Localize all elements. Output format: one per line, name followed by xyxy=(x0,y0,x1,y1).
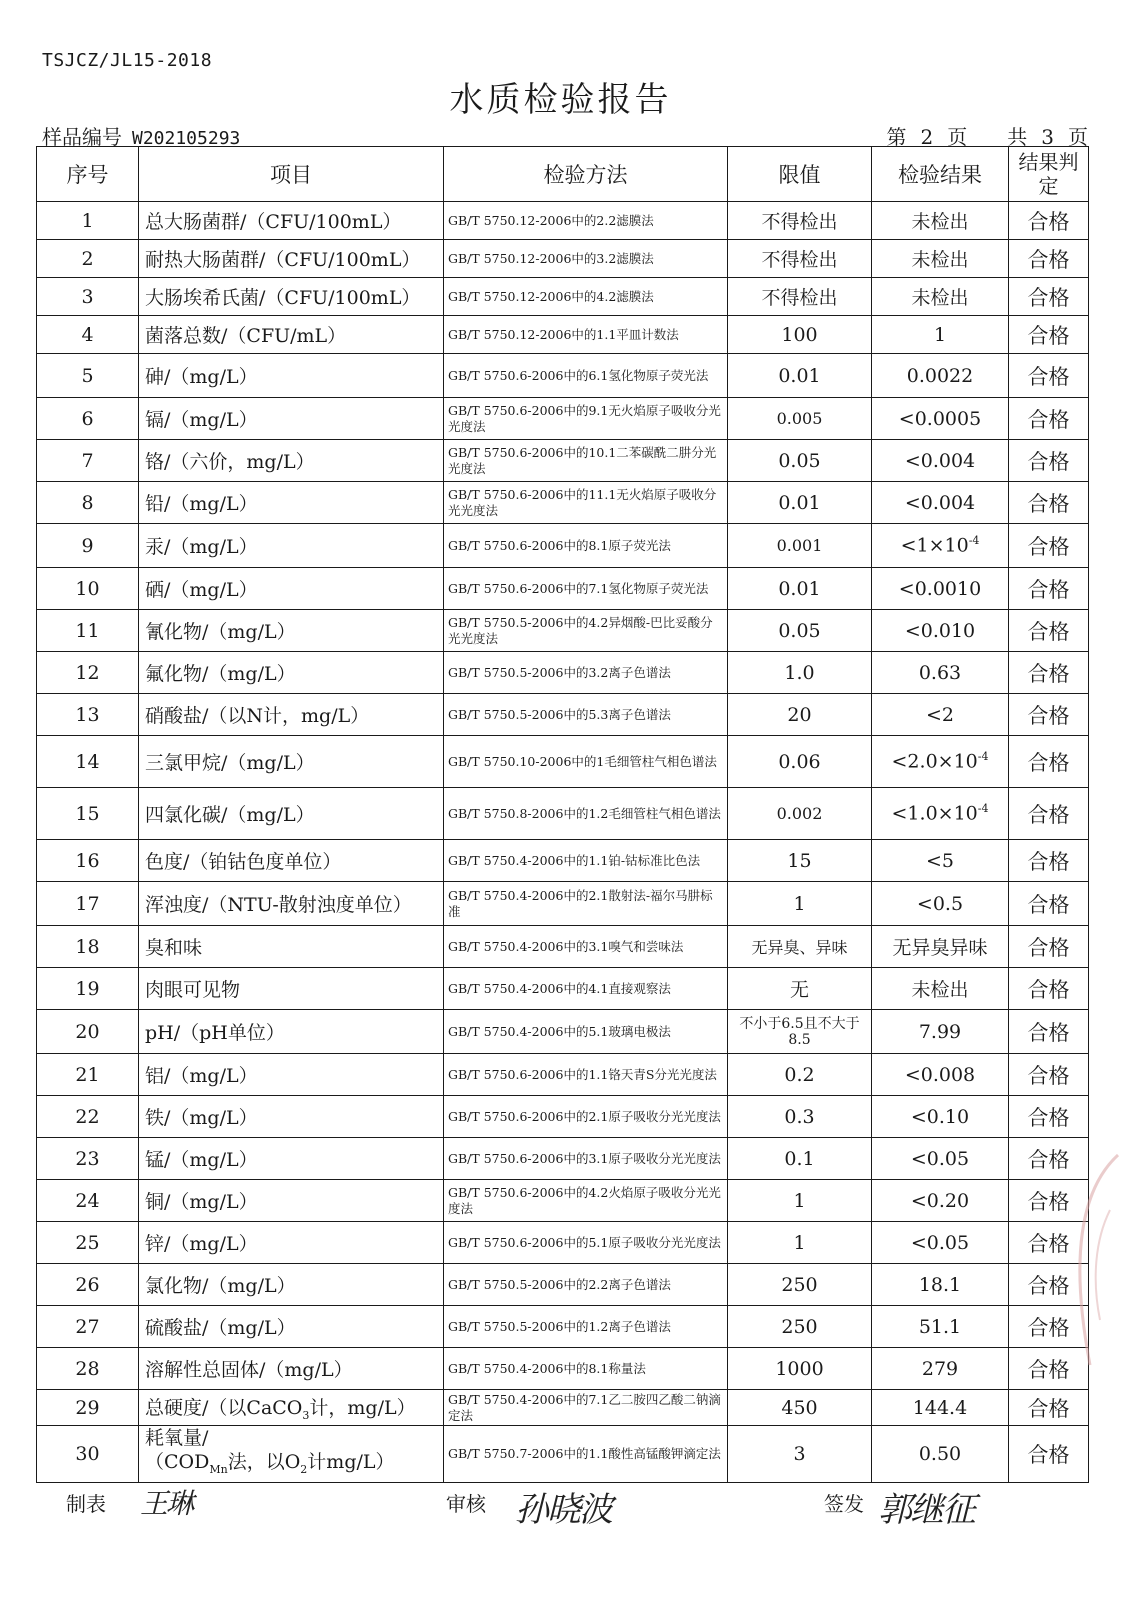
table-row xyxy=(37,354,1089,398)
method-name: GB/T 5750.6-2006中的3.1原子吸收分光光度法 xyxy=(444,1138,728,1180)
method-name: GB/T 5750.4-2006中的7.1乙二胺四乙酸二钠滴定法 xyxy=(444,1390,728,1426)
result-value: 18.1 xyxy=(872,1264,1009,1306)
table-row xyxy=(37,316,1089,354)
result-value: 未检出 xyxy=(872,240,1009,278)
page-ye: 页 xyxy=(947,125,968,149)
row-number: 13 xyxy=(37,694,139,736)
row-number: 26 xyxy=(37,1264,139,1306)
method-name: GB/T 5750.4-2006中的2.1散射法-福尔马肼标准 xyxy=(444,882,728,926)
limit-value: 不得检出 xyxy=(728,202,872,240)
limit-value: 不得检出 xyxy=(728,240,872,278)
table-row xyxy=(37,736,1089,788)
table-row xyxy=(37,482,1089,524)
judgement: 合格 xyxy=(1009,1138,1089,1180)
row-number: 4 xyxy=(37,316,139,354)
table-row xyxy=(37,610,1089,652)
table-row xyxy=(37,1348,1089,1390)
item-name: 三氯甲烷/（mg/L） xyxy=(139,736,444,788)
judgement: 合格 xyxy=(1009,1390,1089,1426)
row-number: 10 xyxy=(37,568,139,610)
result-value: $<1.0\times 10^{-4}$ xyxy=(872,788,1009,840)
item-name: 汞/（mg/L） xyxy=(139,524,444,568)
table-row xyxy=(37,1096,1089,1138)
maker-signature: 王琳 xyxy=(140,1487,193,1520)
method-name: GB/T 5750.6-2006中的4.2火焰原子吸收分光光度法 xyxy=(444,1180,728,1222)
limit-value: 1 xyxy=(728,1180,872,1222)
header-result: 检验结果 xyxy=(872,147,1009,202)
limit-value: 0.01 xyxy=(728,482,872,524)
row-number: 1 xyxy=(37,202,139,240)
row-number: 16 xyxy=(37,840,139,882)
limit-value: 100 xyxy=(728,316,872,354)
judgement: 合格 xyxy=(1009,202,1089,240)
limit-value: 1 xyxy=(728,1222,872,1264)
item-name: 总大肠菌群/（CFU/100mL） xyxy=(139,202,444,240)
row-number: 20 xyxy=(37,1010,139,1054)
limit-value: 250 xyxy=(728,1306,872,1348)
result-value: <0.010 xyxy=(872,610,1009,652)
row-number: 8 xyxy=(37,482,139,524)
judgement: 合格 xyxy=(1009,1264,1089,1306)
table-row xyxy=(37,278,1089,316)
method-name: GB/T 5750.12-2006中的3.2滤膜法 xyxy=(444,240,728,278)
item-name: 色度/（铂钴色度单位） xyxy=(139,840,444,882)
row-number: 30 xyxy=(37,1426,139,1483)
table-row xyxy=(37,882,1089,926)
table-row xyxy=(37,1222,1089,1264)
row-number: 24 xyxy=(37,1180,139,1222)
item-name: 锌/（mg/L） xyxy=(139,1222,444,1264)
judgement: 合格 xyxy=(1009,1426,1089,1483)
table-row xyxy=(37,652,1089,694)
footer-issuer-label: 签发 xyxy=(824,1492,864,1516)
item-name: 砷/（mg/L） xyxy=(139,354,444,398)
method-name: GB/T 5750.6-2006中的8.1原子荧光法 xyxy=(444,524,728,568)
table-row xyxy=(37,694,1089,736)
result-value: $<2.0\times 10^{-4}$ xyxy=(872,736,1009,788)
row-number: 2 xyxy=(37,240,139,278)
limit-value: 0.001 xyxy=(728,524,872,568)
table-row xyxy=(37,1390,1089,1426)
judgement: 合格 xyxy=(1009,278,1089,316)
item-name: 铝/（mg/L） xyxy=(139,1054,444,1096)
page-number: 2 xyxy=(920,125,934,149)
limit-value: 0.005 xyxy=(728,398,872,440)
table-row xyxy=(37,788,1089,840)
method-name: GB/T 5750.6-2006中的7.1氢化物原子荧光法 xyxy=(444,568,728,610)
judgement: 合格 xyxy=(1009,736,1089,788)
judgement: 合格 xyxy=(1009,882,1089,926)
item-name: 氯化物/（mg/L） xyxy=(139,1264,444,1306)
result-value: 0.0022 xyxy=(872,354,1009,398)
row-number: 11 xyxy=(37,610,139,652)
reviewer-signature: 孙晓波 xyxy=(515,1490,611,1530)
result-value: 279 xyxy=(872,1348,1009,1390)
page-gong: 共 xyxy=(1007,125,1028,149)
result-value: 51.1 xyxy=(872,1306,1009,1348)
result-value: <0.05 xyxy=(872,1138,1009,1180)
table-row xyxy=(37,1054,1089,1096)
result-value: <2 xyxy=(872,694,1009,736)
result-value: <0.004 xyxy=(872,482,1009,524)
table-row xyxy=(37,968,1089,1010)
row-number: 18 xyxy=(37,926,139,968)
table-row xyxy=(37,202,1089,240)
method-name: GB/T 5750.4-2006中的3.1嗅气和尝味法 xyxy=(444,926,728,968)
method-name: GB/T 5750.12-2006中的2.2滤膜法 xyxy=(444,202,728,240)
table-row xyxy=(37,1010,1089,1054)
limit-value: 0.06 xyxy=(728,736,872,788)
table-row xyxy=(37,1264,1089,1306)
result-value: <0.10 xyxy=(872,1096,1009,1138)
result-value: <5 xyxy=(872,840,1009,882)
limit-value: 15 xyxy=(728,840,872,882)
results-table xyxy=(36,146,1089,1483)
footer-maker-label: 制表 xyxy=(66,1492,106,1516)
judgement: 合格 xyxy=(1009,1096,1089,1138)
limit-value: 不得检出 xyxy=(728,278,872,316)
result-value: $<1\times 10^{-4}$ xyxy=(872,524,1009,568)
limit-value: 不小于6.5且不大于8.5 xyxy=(728,1010,872,1054)
method-name: GB/T 5750.10-2006中的1毛细管柱气相色谱法 xyxy=(444,736,728,788)
limit-value: 0.01 xyxy=(728,568,872,610)
method-name: GB/T 5750.12-2006中的1.1平皿计数法 xyxy=(444,316,728,354)
result-value: 144.4 xyxy=(872,1390,1009,1426)
method-name: GB/T 5750.4-2006中的8.1称量法 xyxy=(444,1348,728,1390)
table-row xyxy=(37,1426,1089,1483)
judgement: 合格 xyxy=(1009,240,1089,278)
judgement: 合格 xyxy=(1009,568,1089,610)
table-row xyxy=(37,568,1089,610)
item-name: 溶解性总固体/（mg/L） xyxy=(139,1348,444,1390)
method-name: GB/T 5750.4-2006中的5.1玻璃电极法 xyxy=(444,1010,728,1054)
method-name: GB/T 5750.5-2006中的2.2离子色谱法 xyxy=(444,1264,728,1306)
item-name: 锰/（mg/L） xyxy=(139,1138,444,1180)
item-name: 铁/（mg/L） xyxy=(139,1096,444,1138)
result-value: <0.20 xyxy=(872,1180,1009,1222)
result-value: <0.008 xyxy=(872,1054,1009,1096)
method-name: GB/T 5750.8-2006中的1.2毛细管柱气相色谱法 xyxy=(444,788,728,840)
method-name: GB/T 5750.4-2006中的4.1直接观察法 xyxy=(444,968,728,1010)
table-row xyxy=(37,926,1089,968)
issuer-signature: 郭继征 xyxy=(878,1490,974,1530)
judgement: 合格 xyxy=(1009,840,1089,882)
header-item: 项目 xyxy=(139,147,444,202)
judgement: 合格 xyxy=(1009,610,1089,652)
judgement: 合格 xyxy=(1009,524,1089,568)
row-number: 7 xyxy=(37,440,139,482)
table-row xyxy=(37,1306,1089,1348)
item-name: 耐热大肠菌群/（CFU/100mL） xyxy=(139,240,444,278)
row-number: 28 xyxy=(37,1348,139,1390)
limit-value: 450 xyxy=(728,1390,872,1426)
judgement: 合格 xyxy=(1009,440,1089,482)
result-value: <0.0010 xyxy=(872,568,1009,610)
limit-value: 1000 xyxy=(728,1348,872,1390)
limit-value: 0.05 xyxy=(728,440,872,482)
result-value: 未检出 xyxy=(872,968,1009,1010)
item-name: 耗氧量/ （$COD_{Mn}$法，以$O_2$计mg/L） xyxy=(139,1426,444,1483)
row-number: 5 xyxy=(37,354,139,398)
method-name: GB/T 5750.6-2006中的9.1无火焰原子吸收分光光度法 xyxy=(444,398,728,440)
method-name: GB/T 5750.7-2006中的1.1酸性高锰酸钾滴定法 xyxy=(444,1426,728,1483)
item-name: pH/（pH单位） xyxy=(139,1010,444,1054)
item-name: 氟化物/（mg/L） xyxy=(139,652,444,694)
page-title: 水质检验报告 xyxy=(449,80,672,120)
row-number: 22 xyxy=(37,1096,139,1138)
method-name: GB/T 5750.4-2006中的1.1铂-钴标准比色法 xyxy=(444,840,728,882)
table-row xyxy=(37,1138,1089,1180)
judgement: 合格 xyxy=(1009,1054,1089,1096)
method-name: GB/T 5750.6-2006中的5.1原子吸收分光光度法 xyxy=(444,1222,728,1264)
judgement: 合格 xyxy=(1009,788,1089,840)
judgement: 合格 xyxy=(1009,968,1089,1010)
header-judge: 结果判定 xyxy=(1009,147,1089,202)
limit-value: 0.05 xyxy=(728,610,872,652)
item-name: 浑浊度/（NTU-散射浊度单位） xyxy=(139,882,444,926)
result-value: 7.99 xyxy=(872,1010,1009,1054)
limit-value: 0.01 xyxy=(728,354,872,398)
row-number: 14 xyxy=(37,736,139,788)
judgement: 合格 xyxy=(1009,1306,1089,1348)
method-name: GB/T 5750.6-2006中的1.1铬天青S分光光度法 xyxy=(444,1054,728,1096)
sample-number: W202105293 xyxy=(132,128,241,149)
limit-value: 0.002 xyxy=(728,788,872,840)
row-number: 25 xyxy=(37,1222,139,1264)
limit-value: 0.2 xyxy=(728,1054,872,1096)
row-number: 19 xyxy=(37,968,139,1010)
judgement: 合格 xyxy=(1009,1010,1089,1054)
method-name: GB/T 5750.5-2006中的5.3离子色谱法 xyxy=(444,694,728,736)
result-value: <0.5 xyxy=(872,882,1009,926)
judgement: 合格 xyxy=(1009,354,1089,398)
item-name: 硒/（mg/L） xyxy=(139,568,444,610)
page-total: 3 xyxy=(1041,125,1054,149)
method-name: GB/T 5750.6-2006中的2.1原子吸收分光光度法 xyxy=(444,1096,728,1138)
table-row xyxy=(37,1180,1089,1222)
row-number: 27 xyxy=(37,1306,139,1348)
judgement: 合格 xyxy=(1009,482,1089,524)
method-name: GB/T 5750.5-2006中的4.2异烟酸-巴比妥酸分光光度法 xyxy=(444,610,728,652)
item-name: 铬/（六价，mg/L） xyxy=(139,440,444,482)
official-stamp-edge xyxy=(1060,1150,1121,1370)
method-name: GB/T 5750.6-2006中的6.1氢化物原子荧光法 xyxy=(444,354,728,398)
result-value: 无异臭异味 xyxy=(872,926,1009,968)
item-name: 肉眼可见物 xyxy=(139,968,444,1010)
judgement: 合格 xyxy=(1009,926,1089,968)
limit-value: 3 xyxy=(728,1426,872,1483)
row-number: 29 xyxy=(37,1390,139,1426)
judgement: 合格 xyxy=(1009,1348,1089,1390)
method-name: GB/T 5750.5-2006中的1.2离子色谱法 xyxy=(444,1306,728,1348)
item-name: 硫酸盐/（mg/L） xyxy=(139,1306,444,1348)
method-name: GB/T 5750.5-2006中的3.2离子色谱法 xyxy=(444,652,728,694)
row-number: 17 xyxy=(37,882,139,926)
result-value: 未检出 xyxy=(872,278,1009,316)
table-header-row xyxy=(37,147,1089,202)
judgement: 合格 xyxy=(1009,1222,1089,1264)
limit-value: 1 xyxy=(728,882,872,926)
result-value: 未检出 xyxy=(872,202,1009,240)
row-number: 12 xyxy=(37,652,139,694)
limit-value: 0.1 xyxy=(728,1138,872,1180)
row-number: 9 xyxy=(37,524,139,568)
item-name: 臭和味 xyxy=(139,926,444,968)
result-value: 0.50 xyxy=(872,1426,1009,1483)
header-method: 检验方法 xyxy=(444,147,728,202)
header-limit: 限值 xyxy=(728,147,872,202)
item-name: 镉/（mg/L） xyxy=(139,398,444,440)
item-name: 铜/（mg/L） xyxy=(139,1180,444,1222)
row-number: 15 xyxy=(37,788,139,840)
item-name: 菌落总数/（CFU/mL） xyxy=(139,316,444,354)
result-value: 0.63 xyxy=(872,652,1009,694)
table-row xyxy=(37,840,1089,882)
table-row xyxy=(37,398,1089,440)
limit-value: 无 xyxy=(728,968,872,1010)
page-ye2: 页 xyxy=(1068,125,1088,149)
table-row xyxy=(37,240,1089,278)
item-name: 总硬度/（以CaCO$_3$计，mg/L） xyxy=(139,1390,444,1426)
row-number: 6 xyxy=(37,398,139,440)
method-name: GB/T 5750.6-2006中的10.1二苯碳酰二肼分光光度法 xyxy=(444,440,728,482)
result-value: 1 xyxy=(872,316,1009,354)
result-value: <0.004 xyxy=(872,440,1009,482)
limit-value: 20 xyxy=(728,694,872,736)
row-number: 21 xyxy=(37,1054,139,1096)
item-name: 铅/（mg/L） xyxy=(139,482,444,524)
result-value: <0.0005 xyxy=(872,398,1009,440)
result-value: <0.05 xyxy=(872,1222,1009,1264)
limit-value: 无异臭、异味 xyxy=(728,926,872,968)
table-row xyxy=(37,524,1089,568)
judgement: 合格 xyxy=(1009,398,1089,440)
table-row xyxy=(37,440,1089,482)
limit-value: 0.3 xyxy=(728,1096,872,1138)
item-name: 大肠埃希氏菌/（CFU/100mL） xyxy=(139,278,444,316)
item-name: 四氯化碳/（mg/L） xyxy=(139,788,444,840)
item-name: 氰化物/（mg/L） xyxy=(139,610,444,652)
judgement: 合格 xyxy=(1009,652,1089,694)
judgement: 合格 xyxy=(1009,694,1089,736)
row-number: 23 xyxy=(37,1138,139,1180)
sample-label: 样品编号 xyxy=(42,125,122,149)
method-name: GB/T 5750.12-2006中的4.2滤膜法 xyxy=(444,278,728,316)
method-name: GB/T 5750.6-2006中的11.1无火焰原子吸收分光光度法 xyxy=(444,482,728,524)
header-no: 序号 xyxy=(37,147,139,202)
item-name: 硝酸盐/（以N计，mg/L） xyxy=(139,694,444,736)
page-di: 第 xyxy=(886,125,907,149)
judgement: 合格 xyxy=(1009,316,1089,354)
limit-value: 1.0 xyxy=(728,652,872,694)
judgement: 合格 xyxy=(1009,1180,1089,1222)
row-number: 3 xyxy=(37,278,139,316)
limit-value: 250 xyxy=(728,1264,872,1306)
footer-reviewer-label: 审核 xyxy=(446,1492,486,1516)
doc-code: TSJCZ/JL15-2018 xyxy=(42,50,213,71)
